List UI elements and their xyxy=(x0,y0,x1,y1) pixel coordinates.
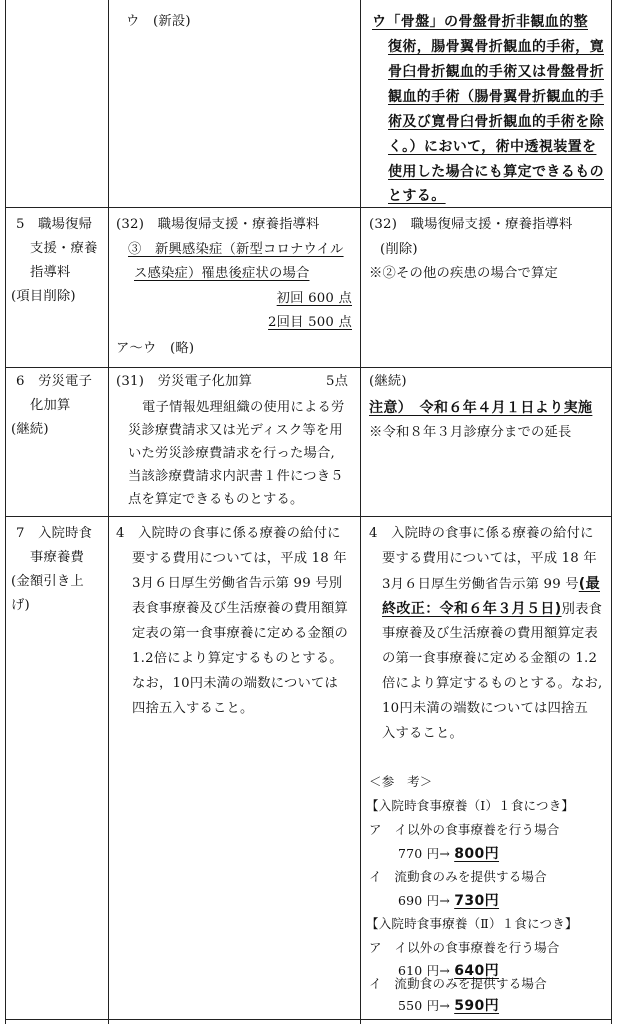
reference-price-i2 xyxy=(398,996,499,1016)
new-item-text-2: 復術，腸骨翼骨折観血的手術，寛 xyxy=(388,39,604,55)
row6-new-note: ※令和８年３月診療分までの延長 xyxy=(369,425,572,440)
row-divider-5 xyxy=(5,207,612,208)
row7-new-body-2: 要する費用については，平成 18 年 xyxy=(382,551,597,566)
row7-new-body-4 xyxy=(382,599,602,620)
reference-price-a2-old: 610 円→ xyxy=(398,963,455,978)
column-divider-1 xyxy=(108,0,109,1024)
new-item-text-5: 術及び寛骨臼骨折観血的手術を除 xyxy=(388,114,604,130)
row-divider-6 xyxy=(5,367,612,368)
row6-old-body-2: 災診療費請求又は光ディスク等を用 xyxy=(128,423,343,438)
row7-label-2: 事療養費 xyxy=(30,550,84,565)
row7-new-body-4a: 終改正：令和６年３月５日) xyxy=(382,601,562,617)
row6-label-1: 6 労災電子 xyxy=(16,374,93,389)
row6-new-status: (継続) xyxy=(369,374,407,389)
column-divider-2 xyxy=(360,0,361,1024)
row5-old-title: (32) 職場復帰支援・療養指導料 xyxy=(116,217,320,232)
row7-new-body-6: の第一食事療養に定める金額の 1.2 xyxy=(382,651,598,666)
row6-old-body-3: いた労災診療費請求を行った場合, xyxy=(128,446,335,461)
row6-label-3: (継続) xyxy=(11,422,49,437)
reference-price-a1-new: 800円 xyxy=(454,846,500,862)
row6-old-body-1: 電子情報処理組織の使用による労 xyxy=(142,400,345,415)
reference-price-i2-new: 590円 xyxy=(454,998,500,1014)
row5-label-4: (項目削除) xyxy=(11,289,76,304)
row5-label-2: 支援・療養 xyxy=(30,241,98,256)
new-item-label: ウ (新設) xyxy=(126,14,191,29)
row6-old-title: (31) 労災電子化加算 xyxy=(116,374,253,389)
reference-price-a1 xyxy=(398,844,499,864)
reference-item-a1: ア イ以外の食事療養を行う場合 xyxy=(369,822,560,837)
row7-old-body-5: 定表の第一食事療養に定める金額の xyxy=(132,626,348,641)
row6-old-body-4: 当該診療費請求内訳書１件につき５ xyxy=(128,469,344,484)
row7-old-body-7: なお，10円未満の端数については xyxy=(132,676,339,691)
row5-old-item-2: ス感染症）罹患後症状の場合 xyxy=(134,266,310,281)
row5-old-omitted: ア～ウ (略) xyxy=(116,341,195,356)
row7-label-4: げ) xyxy=(11,598,30,613)
new-item-text-7: 使用した場合にも算定できるもの xyxy=(388,164,604,180)
row5-new-title: (32) 職場復帰支援・療養指導料 xyxy=(369,217,573,232)
new-item-text-8: とする。 xyxy=(388,188,446,204)
row7-old-body-6: 1.2倍により算定するものとする。 xyxy=(132,651,343,666)
row6-old-body-5: 点を算定できるものとする。 xyxy=(128,492,304,507)
new-item-text-1: ウ「骨盤」の骨盤骨折非観血的整 xyxy=(372,14,588,30)
reference-heading-1: 【入院時食事療養（Ⅰ）１食につき】 xyxy=(366,798,575,813)
row5-old-item-1: ③ 新興感染症（新型コロナウイル xyxy=(128,242,344,257)
row7-new-body-7: 倍により算定するものとする。なお, xyxy=(382,676,603,691)
row7-new-body-3a: 3月６日厚生労働省告示第 99 号 xyxy=(382,577,579,592)
reference-item-a2: ア イ以外の食事療養を行う場合 xyxy=(369,940,560,955)
row7-new-body-5: 事療養及び生活療養の費用額算定表 xyxy=(382,626,598,641)
table-border-bottom xyxy=(5,1019,612,1020)
table-border-right xyxy=(611,0,612,1024)
row7-new-body-3 xyxy=(382,574,600,595)
new-item-text-6: く。）において，術中透視装置を xyxy=(388,139,597,155)
reference-title: ＜参 考＞ xyxy=(369,774,433,789)
row7-label-1: 7 入院時食 xyxy=(16,526,93,541)
row6-label-2: 化加算 xyxy=(30,398,71,413)
reference-item-i2: イ 流動食のみを提供する場合 xyxy=(369,976,547,991)
row-divider-7 xyxy=(5,516,612,517)
reference-price-a1-old: 770 円→ xyxy=(398,846,455,861)
row5-label-3: 指導料 xyxy=(30,265,71,280)
row6-old-points: 5点 xyxy=(326,374,349,389)
row7-old-body-8: 四捨五入すること。 xyxy=(132,701,254,716)
row5-old-second-points: 2回目 500 点 xyxy=(268,315,352,330)
reference-item-i1: イ 流動食のみを提供する場合 xyxy=(369,869,547,884)
new-item-text-4: 観血的手術（腸骨翼骨折観血的手 xyxy=(388,89,604,105)
row7-new-body-4b: 別表食 xyxy=(561,602,603,617)
row7-label-3: (金額引き上 xyxy=(11,574,84,589)
row5-new-deleted: (削除) xyxy=(380,242,418,257)
reference-heading-2: 【入院時食事療養（Ⅱ）１食につき】 xyxy=(366,916,578,931)
reference-price-i1 xyxy=(398,891,499,911)
row7-new-body-8: 10円未満の端数については四捨五 xyxy=(382,701,589,716)
reference-price-i2-old: 550 円→ xyxy=(398,998,455,1013)
row7-old-body-1: 4 入院時の食事に係る療養の給付に xyxy=(116,526,341,541)
row6-new-notice: 注意） 令和６年４月１日より実施 xyxy=(369,400,593,416)
reference-price-i1-new: 730円 xyxy=(454,893,500,909)
row7-new-body-9: 入すること。 xyxy=(382,726,463,741)
row7-old-body-2: 要する費用については，平成 18 年 xyxy=(132,551,347,566)
new-item-text-3: 骨臼骨折観血的手術又は骨盤骨折 xyxy=(388,64,604,80)
row7-new-body-3b: (最 xyxy=(578,576,600,592)
table-border-left xyxy=(5,0,6,1024)
reference-price-i1-old: 690 円→ xyxy=(398,893,455,908)
row7-new-body-1: 4 入院時の食事に係る療養の給付に xyxy=(369,526,594,541)
row7-old-body-4: 表食事療養及び生活療養の費用額算 xyxy=(132,601,348,616)
row5-new-note: ※②その他の疾患の場合で算定 xyxy=(369,266,558,281)
reference-price-a2-new: 640円 xyxy=(454,963,500,979)
row5-old-first-points: 初回 600 点 xyxy=(276,291,352,306)
row5-label-1: 5 職場復帰 xyxy=(16,217,93,232)
row7-old-body-3: 3月６日厚生労働省告示第 99 号別 xyxy=(132,576,343,591)
